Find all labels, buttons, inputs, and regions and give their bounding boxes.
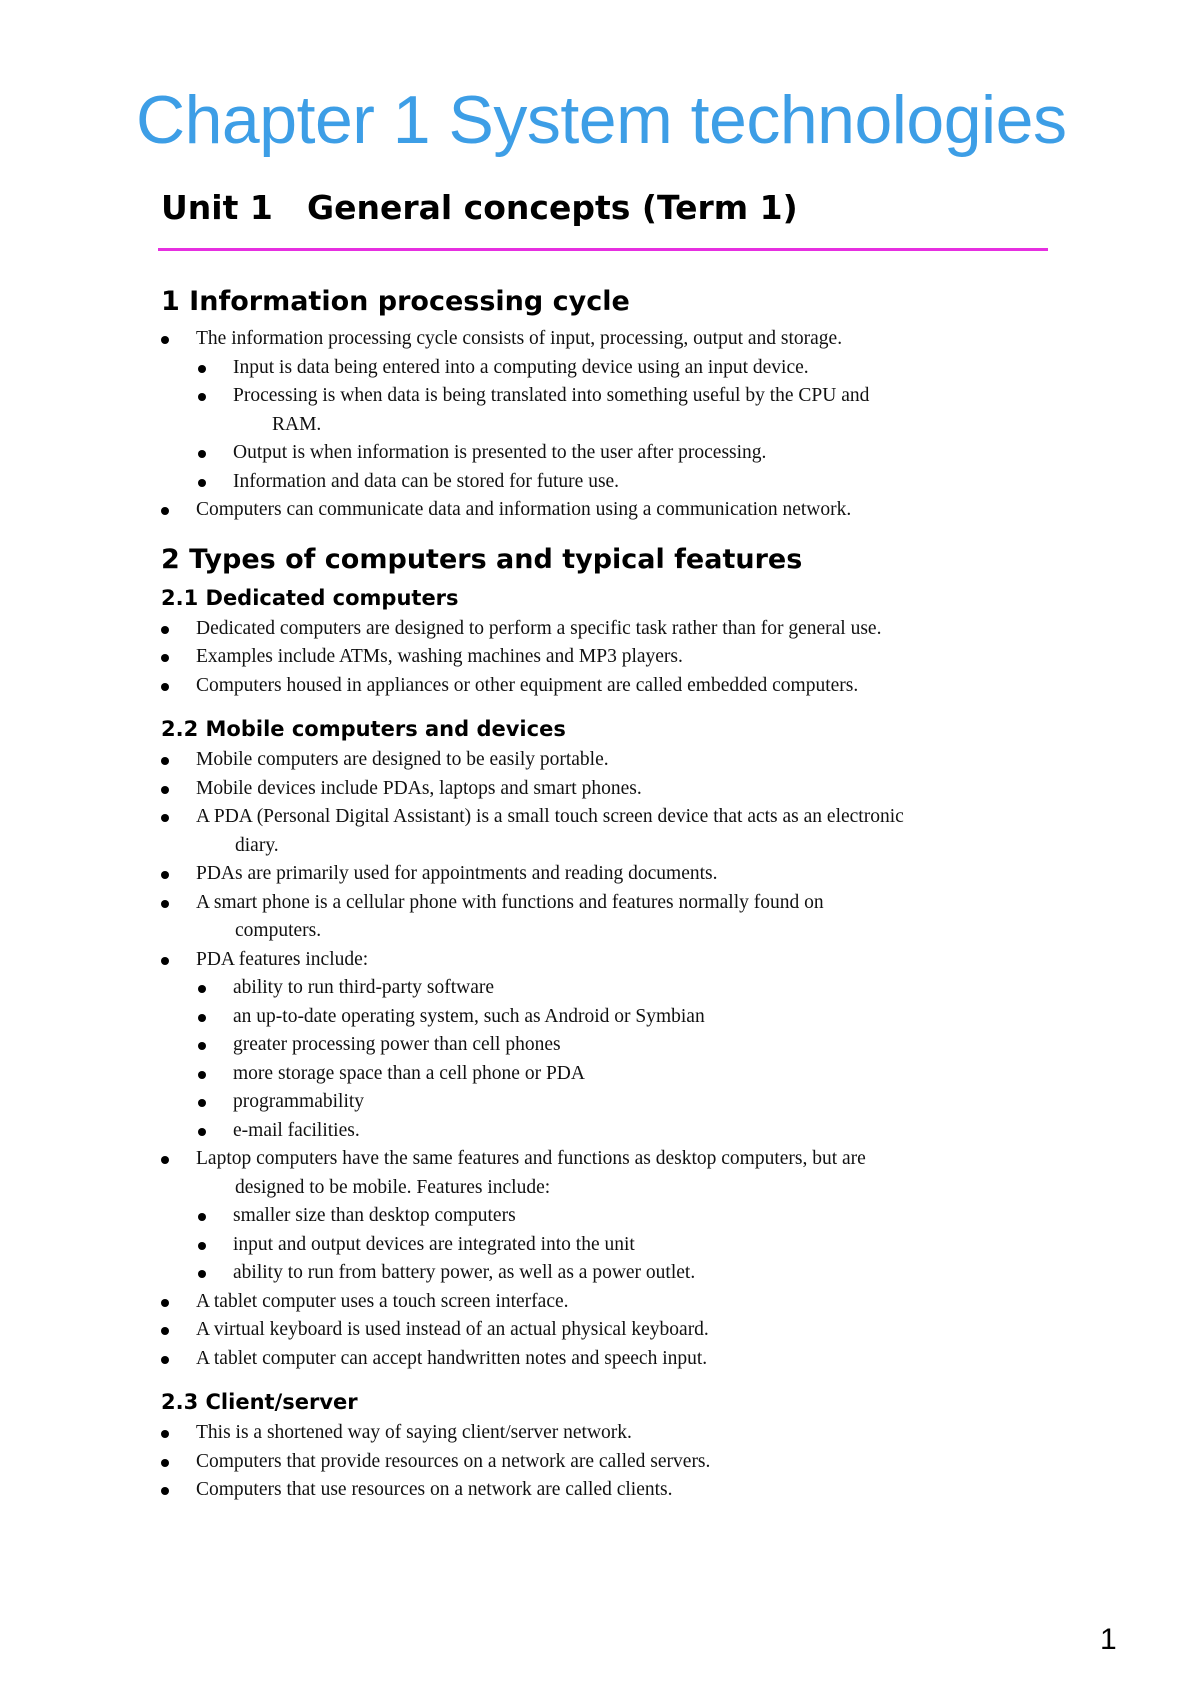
list-item: A virtual keyboard is used instead of an actual physical keyboard.	[161, 1316, 1061, 1345]
bullet-icon	[198, 1099, 206, 1107]
bullet-icon	[161, 1459, 169, 1467]
bullet-icon	[198, 1270, 206, 1278]
bullet-icon	[161, 1487, 169, 1495]
list-item: Computers can communicate data and information using a communication network.	[161, 496, 1061, 525]
list-item: Mobile computers are designed to be easily portable.	[161, 746, 1061, 775]
bullet-icon	[161, 786, 169, 794]
bullet-icon	[161, 507, 169, 515]
list-item: ability to run from battery power, as well as a power outlet.	[161, 1259, 1061, 1288]
heading-divider	[158, 248, 1048, 251]
list-item: ability to run third-party software	[161, 974, 1061, 1003]
bullet-icon	[198, 985, 206, 993]
list-item: Processing is when data is being translated into something useful by the CPU and RAM.	[161, 382, 1061, 439]
bullet-icon	[198, 450, 206, 458]
bullet-icon	[161, 1430, 169, 1438]
chapter-title: Chapter 1 System technologies	[136, 82, 1067, 158]
bullet-icon	[161, 626, 169, 634]
list-item: an up-to-date operating system, such as Android or Symbian	[161, 1003, 1061, 1032]
list-item: smaller size than desktop computers	[161, 1202, 1061, 1231]
list-item: Computers that use resources on a network are called clients.	[161, 1476, 1061, 1505]
bullet-icon	[198, 1014, 206, 1022]
page-number: 1	[1100, 1623, 1117, 1656]
bullet-icon	[161, 1327, 169, 1335]
section-heading: 2 Types of computers and typical features	[161, 543, 803, 575]
list-item: Dedicated computers are designed to perform a specific task rather than for general use.	[161, 615, 1061, 644]
bullet-icon	[161, 654, 169, 662]
list-item: input and output devices are integrated into the unit	[161, 1231, 1061, 1260]
bullet-list	[161, 325, 1061, 525]
bullet-icon	[161, 1356, 169, 1364]
bullet-icon	[161, 1299, 169, 1307]
bullet-list	[161, 746, 1061, 1373]
list-item: The information processing cycle consists of input, processing, output and storage.	[161, 325, 1061, 354]
list-item: programmability	[161, 1088, 1061, 1117]
list-item: Input is data being entered into a computing device using an input device.	[161, 354, 1061, 383]
list-item: A PDA (Personal Digital Assistant) is a small touch screen device that acts as an electronic diary.	[161, 803, 1061, 860]
bullet-icon	[198, 479, 206, 487]
bullet-icon	[198, 365, 206, 373]
bullet-icon	[161, 957, 169, 965]
list-item: e-mail facilities.	[161, 1117, 1061, 1146]
bullet-icon	[198, 393, 206, 401]
subsection-heading: 2.1 Dedicated computers	[161, 585, 459, 610]
list-item: A tablet computer uses a touch screen interface.	[161, 1288, 1061, 1317]
list-item: Laptop computers have the same features and functions as desktop computers, but are designed to be mobile. Features include:	[161, 1145, 1061, 1202]
subsection-heading: 2.2 Mobile computers and devices	[161, 717, 566, 741]
list-item: Computers that provide resources on a network are called servers.	[161, 1448, 1061, 1477]
list-item: This is a shortened way of saying client/server network.	[161, 1419, 1061, 1448]
bullet-icon	[161, 871, 169, 879]
list-item: A tablet computer can accept handwritten notes and speech input.	[161, 1345, 1061, 1374]
bullet-icon	[161, 336, 169, 344]
bullet-icon	[198, 1042, 206, 1050]
list-item: PDAs are primarily used for appointments and reading documents.	[161, 860, 1061, 889]
subsection-heading: 2.3 Client/server	[161, 1390, 358, 1414]
bullet-icon	[161, 1156, 169, 1164]
list-item: A smart phone is a cellular phone with functions and features normally found on computers.	[161, 889, 1061, 946]
bullet-icon	[161, 757, 169, 765]
list-item: PDA features include:	[161, 946, 1061, 975]
bullet-icon	[198, 1213, 206, 1221]
bullet-list	[161, 615, 1061, 701]
list-item: greater processing power than cell phones	[161, 1031, 1061, 1060]
bullet-icon	[198, 1242, 206, 1250]
list-item: Computers housed in appliances or other equipment are called embedded computers.	[161, 672, 1061, 701]
unit-title: General concepts (Term 1)	[307, 188, 798, 227]
list-item: Information and data can be stored for future use.	[161, 468, 1061, 497]
bullet-icon	[198, 1071, 206, 1079]
list-item: Mobile devices include PDAs, laptops and smart phones.	[161, 775, 1061, 804]
unit-label: Unit 1	[161, 188, 273, 227]
bullet-icon	[198, 1128, 206, 1136]
document-body	[161, 283, 1061, 1505]
bullet-icon	[161, 683, 169, 691]
section-heading: 1 Information processing cycle	[161, 286, 630, 317]
bullet-list	[161, 1419, 1061, 1505]
unit-heading	[161, 186, 798, 230]
list-item: Examples include ATMs, washing machines and MP3 players.	[161, 643, 1061, 672]
list-item: Output is when information is presented to the user after processing.	[161, 439, 1061, 468]
list-item: more storage space than a cell phone or PDA	[161, 1060, 1061, 1089]
bullet-icon	[161, 900, 169, 908]
bullet-icon	[161, 814, 169, 822]
